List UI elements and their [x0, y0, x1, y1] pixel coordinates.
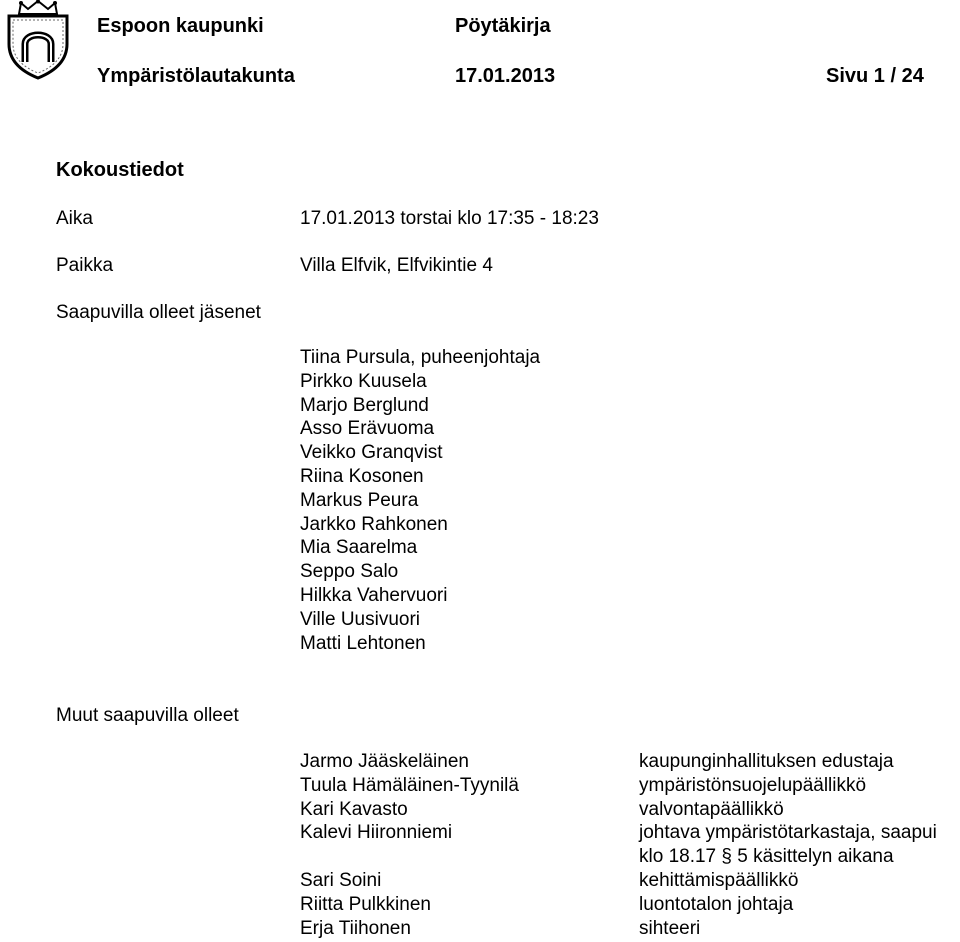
place-label: Paikka [56, 255, 114, 276]
member-item: Ville Uusivuori [300, 608, 421, 630]
member-item: Jarkko Rahkonen [300, 513, 448, 535]
member-item: Pirkko Kuusela [300, 370, 427, 392]
member-item: Seppo Salo [300, 561, 399, 583]
attendee-name: Riitta Pulkkinen [300, 893, 431, 915]
member-item: Tiina Pursula, puheenjohtaja [300, 347, 541, 368]
document-type: Pöytäkirja [455, 15, 551, 37]
spacer [300, 845, 519, 869]
attendee-name: Kari Kavasto [300, 798, 408, 820]
attendee-role: valvontapäällikkö [639, 798, 784, 820]
page-number: Sivu 1 / 24 [826, 65, 924, 87]
member-item: Matti Lehtonen [300, 632, 426, 654]
attendee-role: ympäristönsuojelupäällikkö [639, 774, 867, 796]
attendee-role: luontotalon johtaja [639, 893, 794, 915]
attendee-role: johtava ympäristötarkastaja, saapui [639, 822, 937, 844]
attendee-role: kaupunginhallituksen edustaja [639, 751, 894, 772]
member-item: Marjo Berglund [300, 394, 429, 416]
member-item: Asso Erävuoma [300, 418, 435, 440]
attendee-name: Tuula Hämäläinen-Tyynilä [300, 774, 519, 796]
attendee-role-continuation: klo 18.17 § 5 käsittelyn aikana [639, 846, 894, 868]
attendee-name: Kalevi Hiironniemi [300, 822, 453, 844]
espoo-coat-of-arms-icon [3, 0, 73, 80]
others-roles-list [639, 750, 937, 940]
member-item: Markus Peura [300, 489, 419, 511]
attendee-name: Jarmo Jääskeläinen [300, 751, 469, 772]
members-label: Saapuvilla olleet jäsenet [56, 302, 261, 323]
attendee-name: Sari Soini [300, 869, 382, 891]
member-item: Veikko Granqvist [300, 442, 443, 464]
header-date: 17.01.2013 [455, 65, 556, 87]
section-title: Kokoustiedot [56, 159, 184, 181]
time-value: 17.01.2013 torstai klo 17:35 - 18:23 [300, 208, 599, 229]
attendee-role: sihteeri [639, 917, 701, 939]
place-value: Villa Elfvik, Elfvikintie 4 [300, 255, 493, 276]
time-label: Aika [56, 208, 93, 229]
member-item: Mia Saarelma [300, 537, 418, 559]
attendee-role: kehittämispäällikkö [639, 869, 799, 891]
organization-name: Espoon kaupunki [97, 15, 264, 37]
member-item: Riina Kosonen [300, 465, 424, 487]
attendee-name: Erja Tiihonen [300, 917, 411, 939]
members-list [300, 346, 540, 655]
committee-name: Ympäristölautakunta [97, 65, 295, 87]
member-item: Hilkka Vahervuori [300, 584, 448, 606]
others-label: Muut saapuvilla olleet [56, 705, 239, 726]
others-names-list [300, 750, 519, 940]
